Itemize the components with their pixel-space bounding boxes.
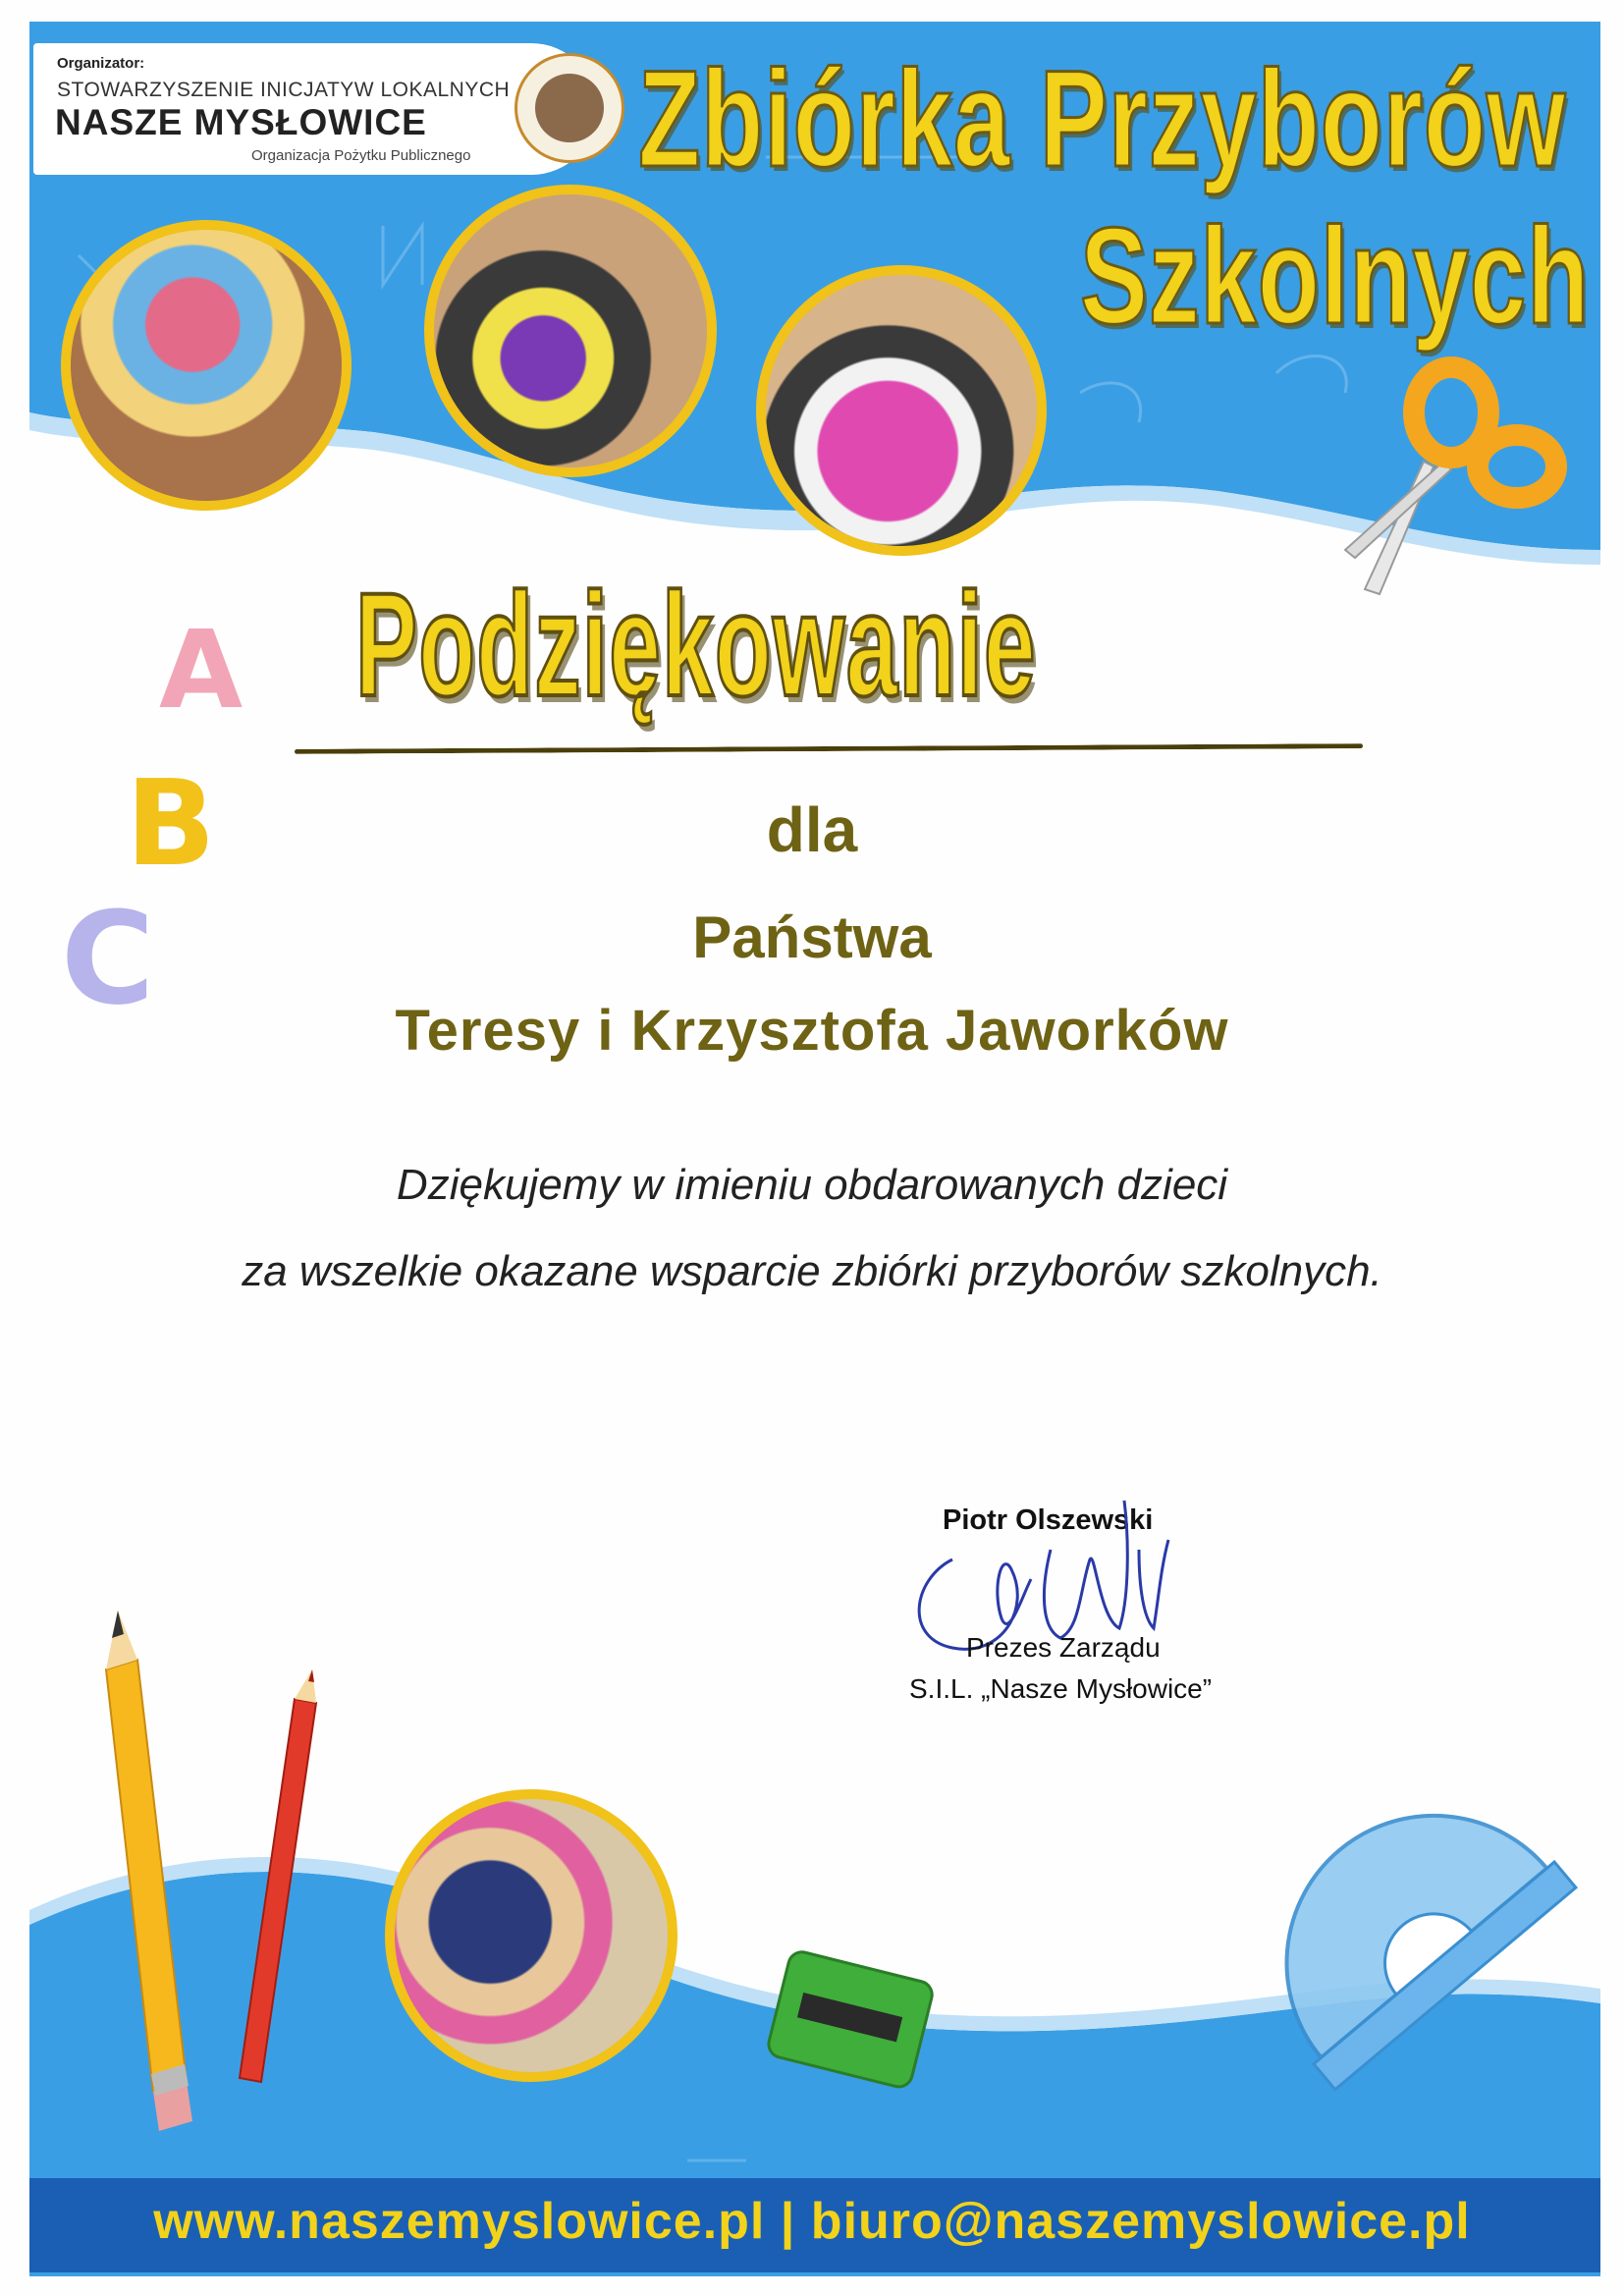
signatory-role: Prezes Zarządu <box>966 1632 1161 1663</box>
signatory-name: Piotr Olszewski <box>943 1504 1154 1536</box>
decor-letter-b: B <box>126 756 216 893</box>
message-line-2: za wszelkie okazane wsparcie zbiórki przyborów szkolnych. <box>242 1247 1382 1295</box>
header-title-line2: Szkolnych <box>1080 198 1591 353</box>
message-line-1: Dziękujemy w imieniu obdarowanych dzieci <box>396 1161 1228 1209</box>
decor-letter-c: C <box>61 884 155 1033</box>
recipient-names: Teresy i Krzysztofa Jaworków <box>395 999 1229 1063</box>
organizer-label: Organizator: <box>57 55 145 72</box>
organizer-line1: STOWARZYSZENIE INICJATYW LOKALNYCH <box>57 79 511 101</box>
decor-letter-a: A <box>159 607 244 733</box>
organizer-subtitle: Organizacja Pożytku Publicznego <box>251 147 471 164</box>
header-title-line1: Zbiórka Przyborów <box>638 41 1567 195</box>
photo-backpack <box>61 220 352 511</box>
organizer-name: NASZE MYSŁOWICE <box>55 102 427 142</box>
organizer-logo-box <box>33 43 597 175</box>
honorific: Państwa <box>692 904 932 970</box>
photo-bags <box>756 265 1047 556</box>
footer-contact: www.naszemyslowice.pl | biuro@naszemyslowice.pl <box>153 2193 1471 2250</box>
photo-school-supplies <box>424 185 717 477</box>
signatory-organization: S.I.L. „Nasze Mysłowice” <box>909 1673 1213 1704</box>
photo-donations <box>385 1789 677 2082</box>
organization-seal-icon <box>514 53 624 163</box>
for-label: dla <box>766 794 858 865</box>
certificate-title: Podziękowanie <box>355 562 1037 727</box>
